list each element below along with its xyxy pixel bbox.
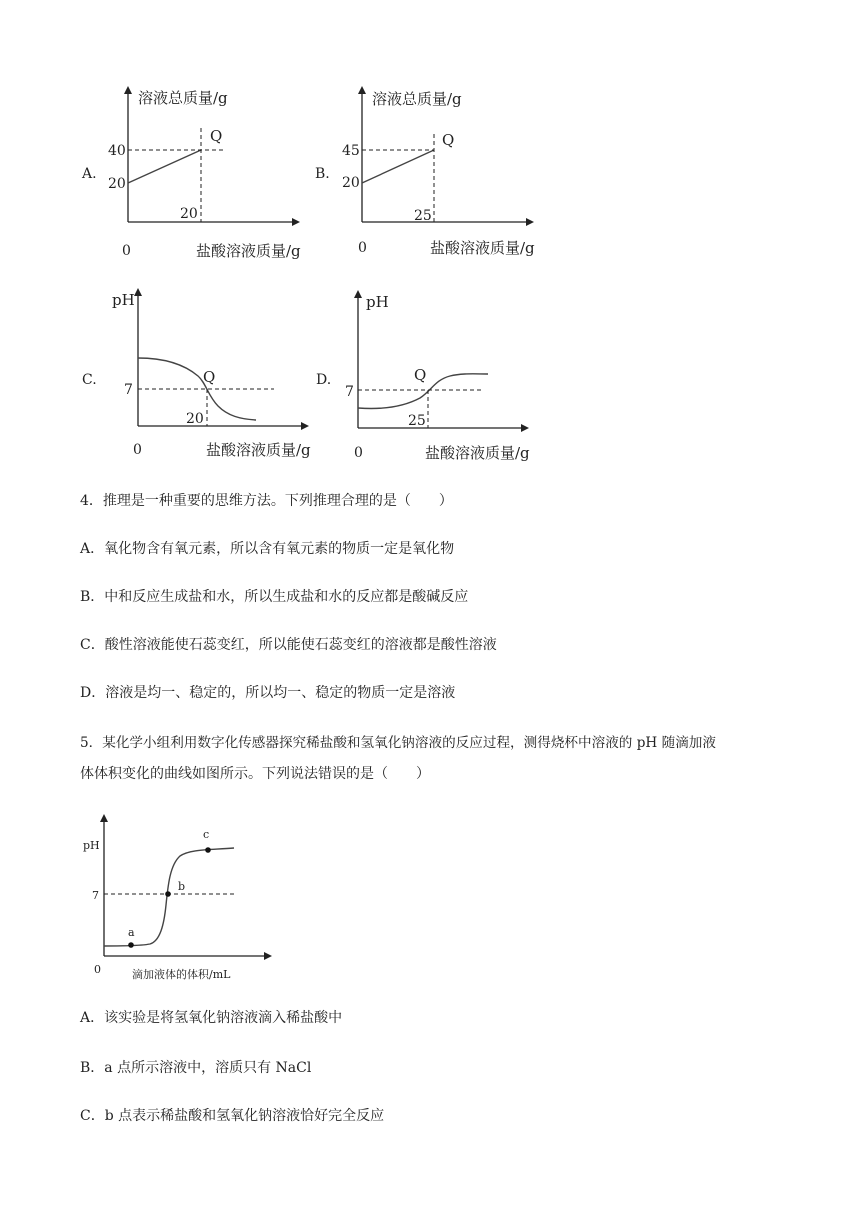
graph-c-y-ref: 7	[124, 382, 133, 398]
graph-a-y-end: 40	[108, 143, 126, 159]
q5-label-c: c	[203, 828, 210, 841]
q4-option-b: B．中和反应生成盐和水，所以生成盐和水的反应都是酸碱反应	[80, 589, 469, 605]
graph-c	[82, 291, 311, 459]
graph-d-ylabel: pH	[366, 293, 389, 311]
graph-b-point-q: Q	[442, 131, 455, 149]
graph-b-y-end: 45	[342, 143, 360, 159]
q5-stem-line1: 5．某化学小组利用数字化传感器探究稀盐酸和氢氧化钠溶液的反应过程，测得烧杯中溶液的 pH 随滴加液	[80, 735, 716, 751]
graph-d-origin: 0	[354, 445, 363, 461]
q4-option-d: D．溶液是均一、稳定的，所以均一、稳定的物质一定是溶液	[80, 685, 456, 701]
graph-d	[316, 293, 530, 462]
q5-point-a	[128, 942, 134, 948]
graph-b-option: B.	[315, 166, 330, 182]
graph-d-point-q: Q	[414, 366, 427, 384]
q5-label-a: a	[128, 926, 135, 939]
q4-stem: 4．推理是一种重要的思维方法。下列推理合理的是（ ）	[80, 493, 453, 509]
graph-b-xlabel: 盐酸溶液质量/g	[430, 239, 535, 257]
graph-d-xlabel: 盐酸溶液质量/g	[425, 444, 530, 462]
graph-d-x-q: 25	[408, 413, 426, 429]
graph-a-option: A.	[82, 166, 97, 182]
graph-c-option: C.	[82, 372, 97, 388]
q5-point-c	[205, 847, 211, 853]
graph-b-origin: 0	[358, 240, 367, 256]
graph-a-ylabel: 溶液总质量/g	[138, 89, 228, 107]
graph-c-point-q: Q	[203, 368, 216, 386]
graph-b-ylabel: 溶液总质量/g	[372, 90, 462, 108]
graph-a-point-q: Q	[210, 127, 223, 145]
graph-a-y-start: 20	[108, 176, 126, 192]
graph-c-xlabel: 盐酸溶液质量/g	[206, 441, 311, 459]
graph-a-origin: 0	[122, 243, 131, 259]
q5-option-b: B．a 点所示溶液中，溶质只有 NaCl	[80, 1060, 312, 1076]
q5-graph-y-ref: 7	[92, 889, 99, 902]
q4-option-c: C．酸性溶液能使石蕊变红，所以能使石蕊变红的溶液都是酸性溶液	[80, 637, 497, 653]
q5-stem-line2: 体体积变化的曲线如图所示。下列说法错误的是（ ）	[80, 766, 430, 782]
graph-c-origin: 0	[133, 442, 142, 458]
q5-graph-xlabel: 滴加液体的体积/mL	[132, 968, 231, 981]
q5-graph-origin: 0	[94, 963, 101, 976]
graph-b-line	[362, 150, 434, 183]
graph-c-ylabel: pH	[112, 291, 135, 309]
q5-graph-ylabel: pH	[83, 839, 100, 852]
graph-c-x-q: 20	[186, 411, 204, 427]
q5-graph	[83, 818, 268, 981]
graph-b-y-start: 20	[342, 175, 360, 191]
q5-point-b	[165, 891, 171, 897]
q5-option-a: A．该实验是将氢氧化钠溶液滴入稀盐酸中	[80, 1010, 343, 1026]
q5-label-b: b	[178, 880, 186, 893]
graph-a-x-q: 20	[180, 206, 198, 222]
graph-b-x-q: 25	[414, 208, 432, 224]
graph-a	[81, 89, 301, 260]
graph-b	[315, 90, 535, 257]
graph-d-y-ref: 7	[345, 384, 354, 400]
q5-option-c: C．b 点表示稀盐酸和氢氧化钠溶液恰好完全反应	[80, 1108, 385, 1124]
q4-option-a: A．氧化物含有氧元素，所以含有氧元素的物质一定是氧化物	[80, 541, 455, 557]
graph-a-line	[128, 150, 201, 183]
graph-a-xlabel: 盐酸溶液质量/g	[196, 242, 301, 260]
graph-d-option: D.	[316, 372, 332, 388]
q5-graph-curve	[104, 848, 234, 946]
